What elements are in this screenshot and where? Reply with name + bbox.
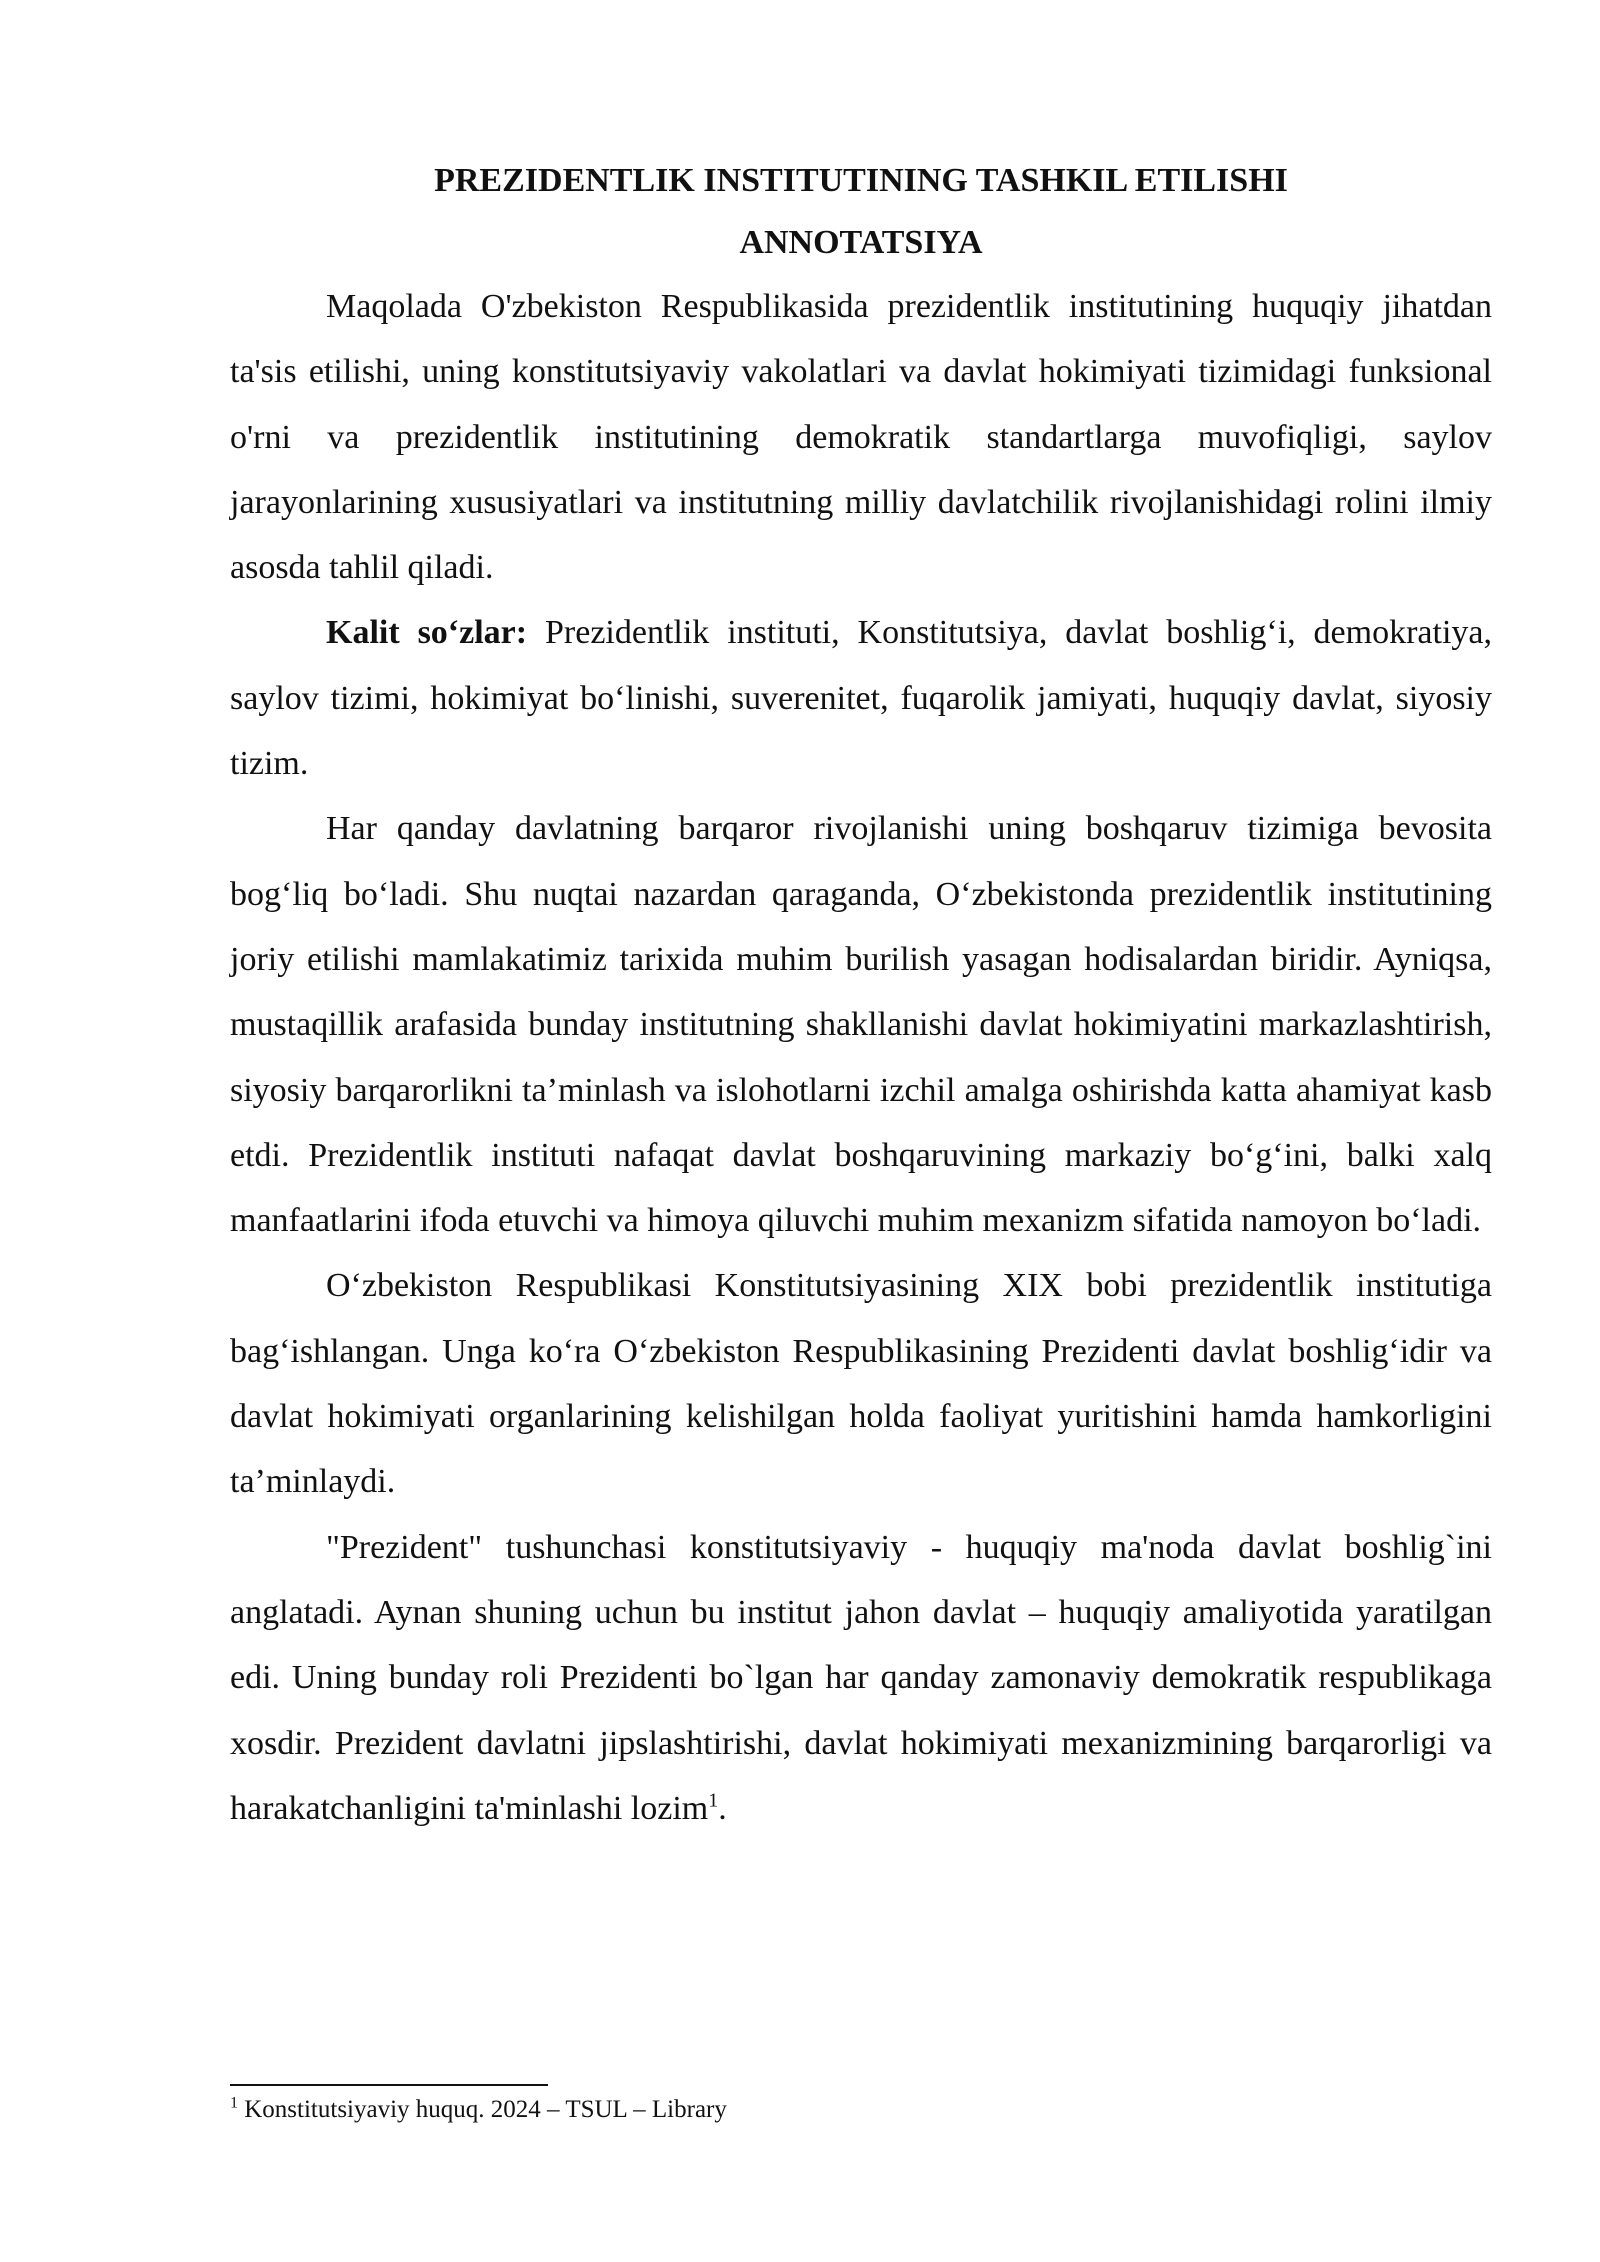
document-page <box>230 150 1492 1841</box>
keywords-text: Prezidentlik instituti, Konstitutsiya, davlat boshlig‘i, demokratiya, saylov tizimi, hokimiyat bo‘linishi, suverenitet, fuqarolik jamiyati, huquqiy davlat, siyosiy tizim. <box>230 614 1492 783</box>
footnote-reference[interactable]: 1 <box>708 1789 719 1812</box>
keywords-label: Kalit so‘zlar: <box>326 614 528 652</box>
document-title: PREZIDENTLIK INSTITUTINING TASHKIL ETILISHI <box>434 162 1288 199</box>
section-heading: ANNOTATSIYA <box>739 224 983 261</box>
footnote-marker: 1 <box>230 2094 238 2112</box>
footnote-divider <box>230 2084 548 2086</box>
body-paragraph-3-text: "Prezident" tushunchasi konstitutsiyaviy - huquqiy ma'noda davlat boshlig`ini anglatadi. Aynan shuning uchun bu institut jahon davlat – huquqiy amaliyotida yaratilgan edi. Uning bunday roli Prezidenti bo`lgan har qanday zamonaviy demokratik respublikaga xosdir. Prezident davlatni jipslashtirishi, davlat hokimiyati mexanizmining barqarorligi va harakatchanligini ta'minlashi lozim <box>230 1528 1492 1827</box>
body-paragraph-2: O‘zbekiston Respublikasi Konstitutsiyasining XIX bobi prezidentlik institutiga bag‘ishlangan. Unga ko‘ra O‘zbekiston Respublikasining Prezidenti davlat boshlig‘idir va davlat hokimiyati organlarining kelishilgan holda faoliyat yuritishini hamda hamkorligini ta’minlaydi. <box>230 1267 1492 1501</box>
body-paragraph-3-end: . <box>718 1789 727 1827</box>
body-paragraph-3 <box>230 1515 1492 1841</box>
abstract-paragraph: Maqolada O'zbekiston Respublikasida prezidentlik institutining huquqiy jihatdan ta'sis etilishi, uning konstitutsiyaviy vakolatlari va davlat hokimiyati tizimidagi funksional o'rni va prezidentlik institutining demokratik standartlarga muvofiqligi, saylov jarayonlarining xususiyatlari va institutning milliy davlatchilik rivojlanishidagi rolini ilmiy asosda tahlil qiladi. <box>230 288 1492 587</box>
footnote <box>230 2094 727 2126</box>
keywords-paragraph <box>230 600 1492 796</box>
footnote-text: Konstitutsiyaviy huquq. 2024 – TSUL – Library <box>238 2096 727 2123</box>
body-paragraph-1: Har qanday davlatning barqaror rivojlanishi uning boshqaruv tizimiga bevosita bog‘liq bo‘ladi. Shu nuqtai nazardan qaraganda, O‘zbekistonda prezidentlik institutining joriy etilishi mamlakatimiz tarixida muhim burilish yasagan hodisalardan biridir. Ayniqsa, mustaqillik arafasida bunday institutning shakllanishi davlat hokimiyatini markazlashtirish, siyosiy barqarorlikni ta’minlash va islohotlarni izchil amalga oshirishda katta ahamiyat kasb etdi. Prezidentlik instituti nafaqat davlat boshqaruvining markaziy bo‘g‘ini, balki xalq manfaatlarini ifoda etuvchi va himoya qiluvchi muhim mexanizm sifatida namoyon bo‘ladi. <box>230 810 1492 1240</box>
